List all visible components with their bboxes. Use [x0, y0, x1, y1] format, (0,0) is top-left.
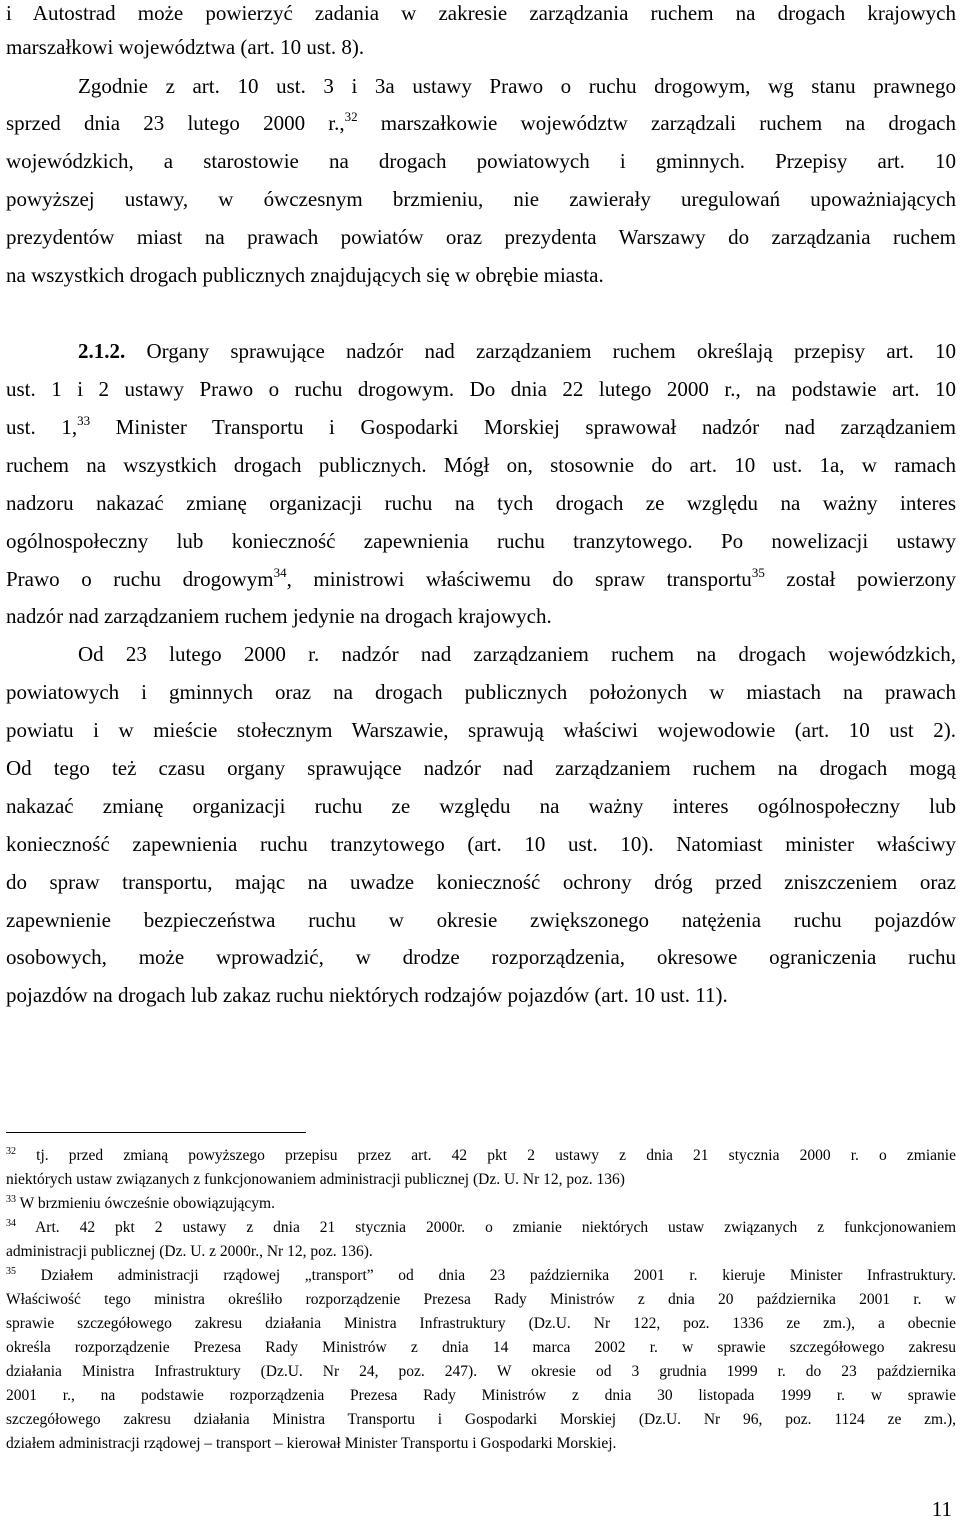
text-line: pojazdów na drogach lub zakaz ruchu niektórych rodzajów pojazdów (art. 10 ust. 11).	[6, 983, 728, 1007]
text-line: osobowych, może wprowadzić, w drodze rozporządzenia, okresowe ograniczenia ruchu	[6, 945, 956, 969]
text-line	[6, 414, 956, 440]
text-segment: sprzed dnia 23 lutego 2000 r.,	[6, 111, 345, 135]
text-line: nadzór nad zarządzaniem ruchem jedynie na drogach krajowych.	[6, 604, 552, 628]
footnote-line: 2001 r., na podstawie rozporządzenia Prezesa Rady Ministrów z dnia 30 listopada 1999 r. w sprawie	[6, 1387, 956, 1404]
text-segment: Prawo o ruchu drogowym	[6, 567, 274, 591]
footnote-line: działem administracji rządowej – transport – kierował Minister Transportu i Gospodarki Morskiej.	[6, 1435, 617, 1452]
footnote-text: Art. 42 pkt 2 ustawy z dnia 21 stycznia 2000r. o zmianie niektórych ustaw związanych z funkcjonowaniem	[16, 1219, 956, 1236]
footnote-line: administracji publicznej (Dz. U. z 2000r., Nr 12, poz. 136).	[6, 1243, 373, 1260]
text-line: do spraw transportu, mając na uwadze konieczność ochrony dróg przed zniszczeniem oraz	[6, 870, 956, 894]
footnote-line: sprawie szczegółowego zakresu działania Ministra Infrastruktury (Dz.U. Nr 122, poz. 1336 ze zm.), a obecnie	[6, 1315, 956, 1332]
footnote-number: 33	[6, 1194, 16, 1205]
footnote-number: 32	[6, 1146, 16, 1157]
footnote-line: niektórych ustaw związanych z funkcjonowaniem administracji publicznej (Dz. U. Nr 12, poz. 136)	[6, 1171, 625, 1188]
footnote-line	[6, 1194, 956, 1214]
text-line: Zgodnie z art. 10 ust. 3 i 3a ustawy Prawo o ruchu drogowym, wg stanu prawnego	[78, 74, 956, 98]
footnote-text: tj. przed zmianą powyższego przepisu przez art. 42 pkt 2 ustawy z dnia 21 stycznia 2000 r. o zmianie	[16, 1147, 956, 1164]
text-line: wojewódzkich, a starostowie na drogach powiatowych i gminnych. Przepisy art. 10	[6, 149, 956, 173]
text-line: ogólnospołeczny lub konieczność zapewnienia ruchu tranzytowego. Po nowelizacji ustawy	[6, 529, 956, 553]
footnote-ref[interactable]: 35	[751, 565, 765, 580]
text-line	[6, 566, 956, 592]
text-line	[6, 110, 956, 136]
text-line: ust. 1 i 2 ustawy Prawo o ruchu drogowym. Do dnia 22 lutego 2000 r., na podstawie art. 10	[6, 377, 956, 401]
text-line: nadzoru nakazać zmianę organizacji ruchu na tych drogach ze względu na ważny interes	[6, 491, 956, 515]
footnote-line	[6, 1266, 956, 1286]
text-segment: marszałkowie województw zarządzali ruchem na drogach	[357, 111, 956, 135]
text-segment: ust. 1,	[6, 415, 78, 439]
footnote-text: W brzmieniu ówcześnie obowiązującym.	[16, 1195, 275, 1212]
text-segment: , ministrowi właściwemu do spraw transportu	[286, 567, 752, 591]
footnote-line	[6, 1146, 956, 1166]
text-line: Od 23 lutego 2000 r. nadzór nad zarządzaniem ruchem na drogach wojewódzkich,	[78, 642, 956, 666]
text-line: powyższej ustawy, w ówczesnym brzmieniu, nie zawierały uregulowań upoważniających	[6, 187, 956, 211]
text-line: prezydentów miast na prawach powiatów oraz prezydenta Warszawy do zarządzania ruchem	[6, 225, 956, 249]
footnote-number: 35	[6, 1266, 16, 1277]
text-line: konieczność zapewnienia ruchu tranzytowego (art. 10 ust. 10). Natomiast minister właściwy	[6, 832, 956, 856]
text-line: powiatu i w mieście stołecznym Warszawie, sprawują właściwi wojewodowie (art. 10 ust 2).	[6, 718, 956, 742]
footnote-ref[interactable]: 33	[77, 413, 91, 428]
text-segment: Organy sprawujące nadzór nad zarządzaniem ruchem określają przepisy art. 10	[125, 339, 956, 363]
footnote-line: określa rozporządzenie Prezesa Rady Ministrów z dnia 14 marca 2002 r. w sprawie szczegółowego zakresu	[6, 1339, 956, 1356]
text-line: zapewnienie bezpieczeństwa ruchu w okresie zwiększonego natężenia ruchu pojazdów	[6, 908, 956, 932]
footnote-line: szczegółowego zakresu działania Ministra Transportu i Gospodarki Morskiej (Dz.U. Nr 96, poz. 1124 ze zm.),	[6, 1411, 956, 1428]
text-line: ruchem na wszystkich drogach publicznych. Mógł on, stosownie do art. 10 ust. 1a, w ramach	[6, 453, 956, 477]
text-line: Od tego też czasu organy sprawujące nadzór nad zarządzaniem ruchem na drogach mogą	[6, 756, 956, 780]
text-line: marszałkowi województwa (art. 10 ust. 8).	[6, 35, 365, 59]
footnote-line: działania Ministra Infrastruktury (Dz.U. Nr 24, poz. 247). W okresie od 3 grudnia 1999 r. do 23 października	[6, 1363, 956, 1380]
text-segment: Minister Transportu i Gospodarki Morskiej sprawował nadzór nad zarządzaniem	[90, 415, 956, 439]
text-segment: został powierzony	[764, 567, 957, 591]
footnote-text: Działem administracji rządowej „transport” od dnia 23 października 2001 r. kieruje Minister Infrastruktury.	[16, 1267, 956, 1284]
section-number: 2.1.2.	[78, 339, 126, 363]
section-heading-line	[78, 338, 956, 364]
footnote-line	[6, 1218, 956, 1238]
footnote-number: 34	[6, 1218, 16, 1229]
text-line: i Autostrad może powierzyć zadania w zakresie zarządzania ruchem na drogach krajowych	[6, 1, 956, 25]
page-number: 11	[931, 1497, 952, 1521]
text-line: nakazać zmianę organizacji ruchu ze względu na ważny interes ogólnospołeczny lub	[6, 794, 956, 818]
text-line: na wszystkich drogach publicznych znajdujących się w obrębie miasta.	[6, 263, 604, 287]
text-line: powiatowych i gminnych oraz na drogach publicznych położonych w miastach na prawach	[6, 680, 956, 704]
footnote-ref[interactable]: 32	[344, 109, 358, 124]
footnote-line: Właściwość tego ministra określiło rozporządzenie Prezesa Rady Ministrów z dnia 20 października 2001 r. w	[6, 1291, 956, 1308]
footnote-separator	[6, 1132, 306, 1133]
footnote-ref[interactable]: 34	[273, 565, 287, 580]
